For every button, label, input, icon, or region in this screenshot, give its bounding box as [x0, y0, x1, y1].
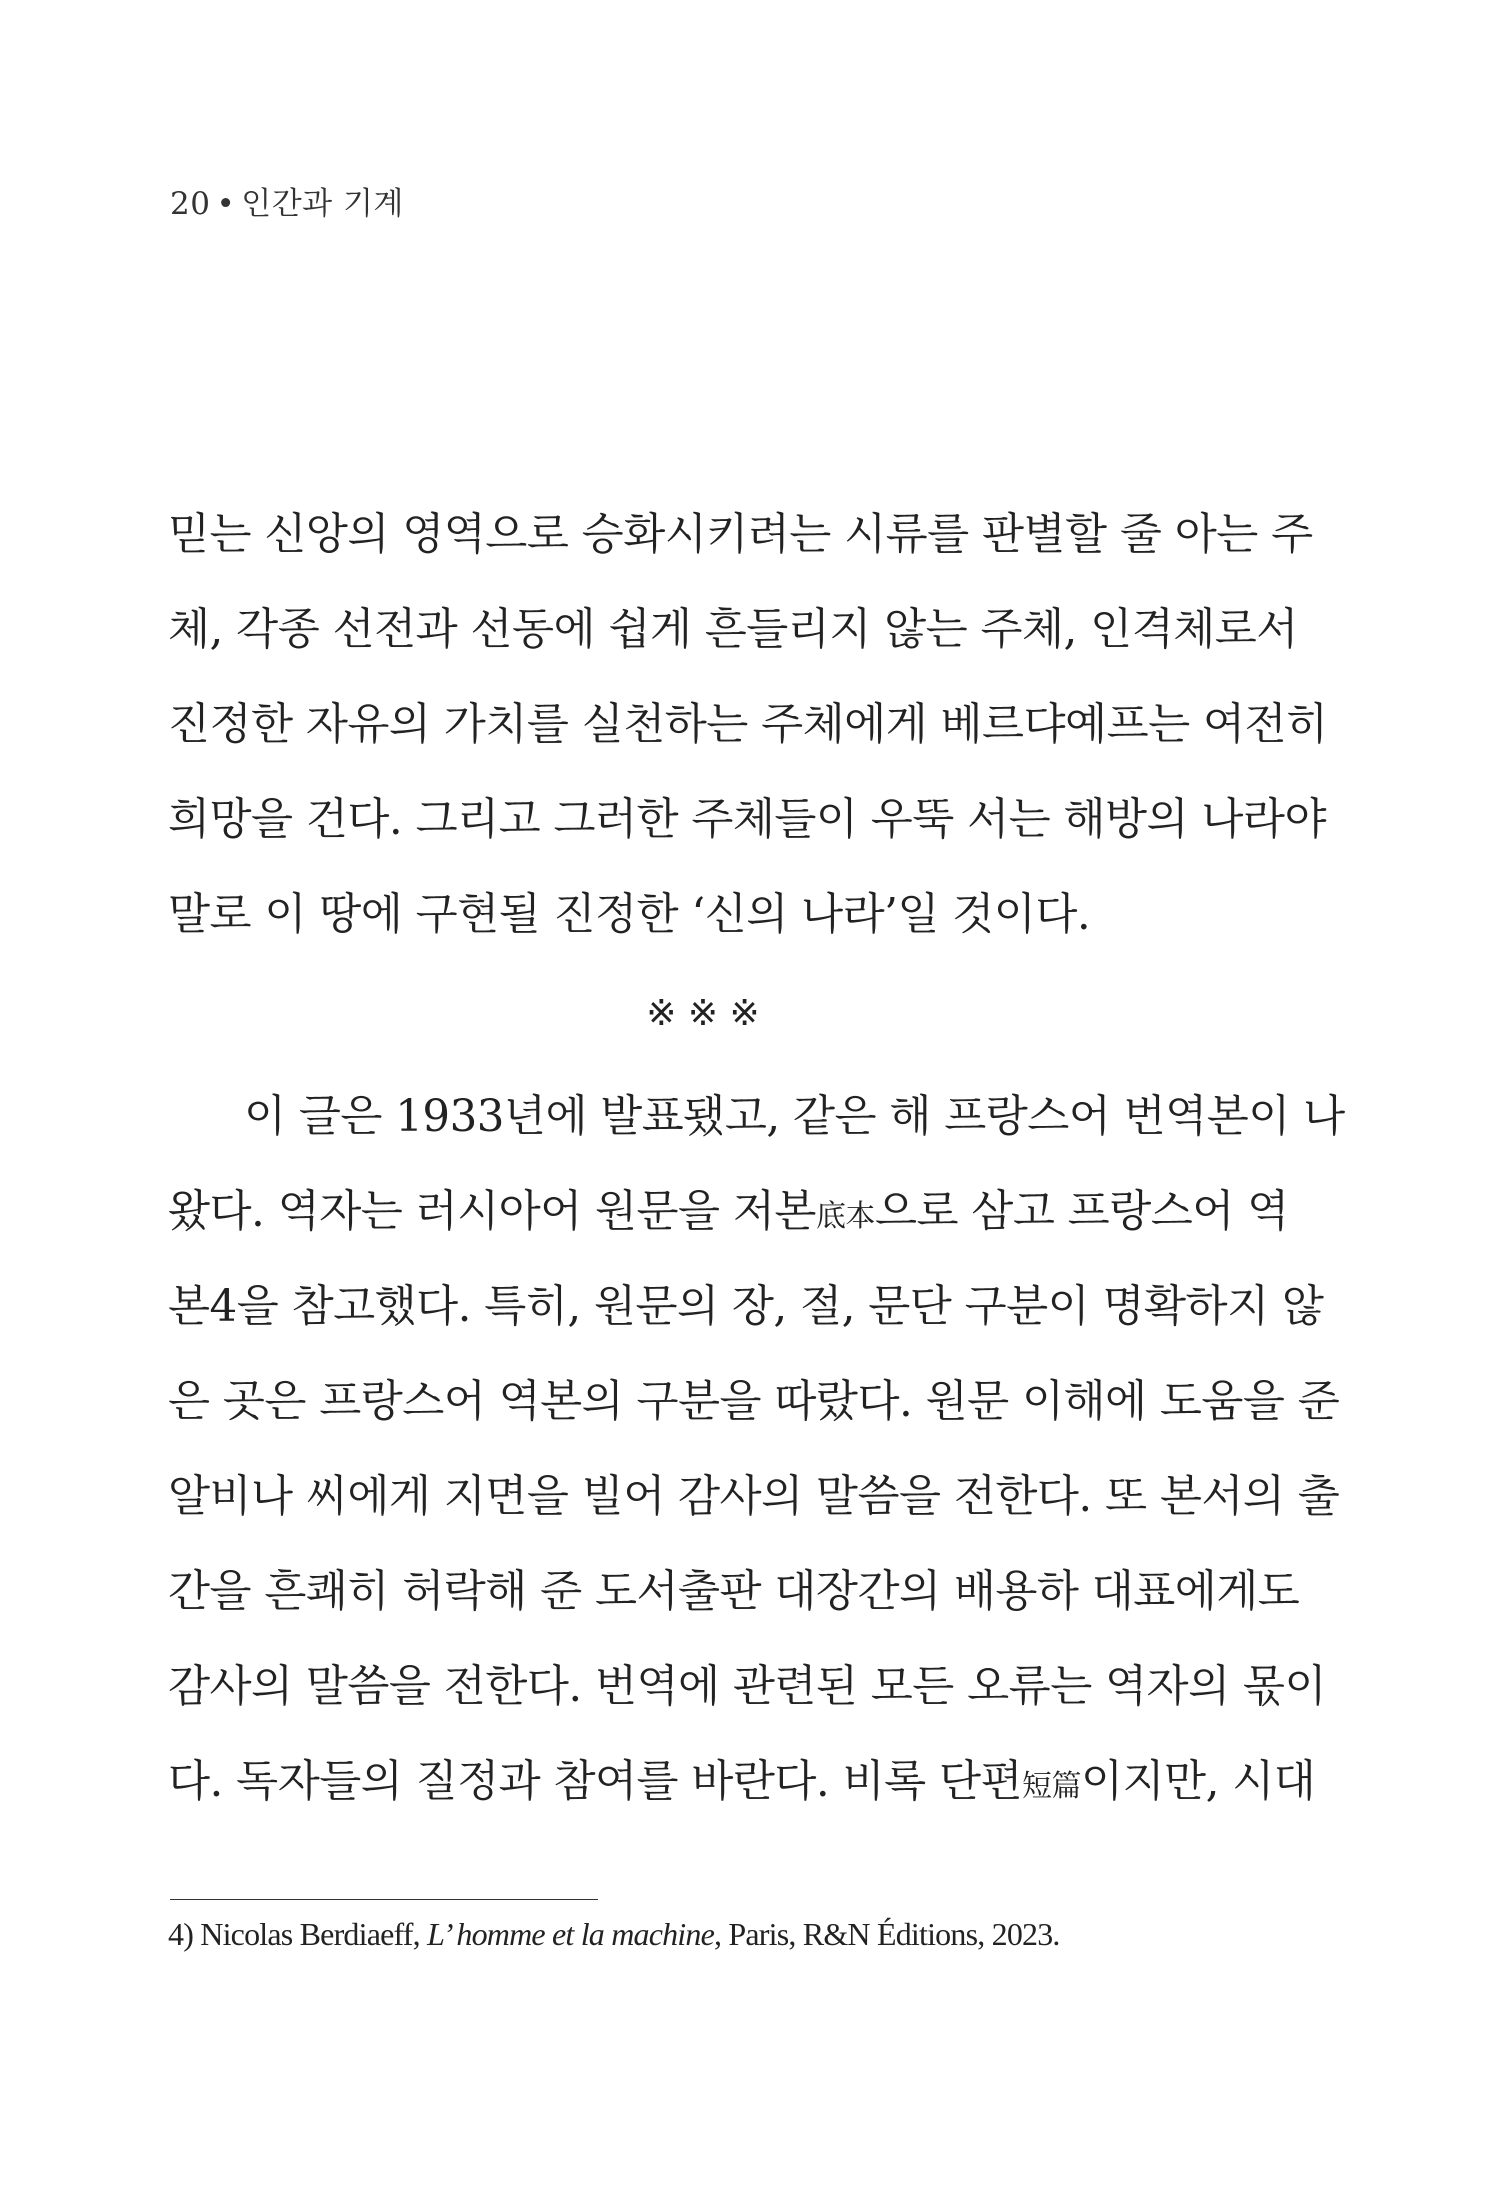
header-separator: •	[216, 186, 236, 222]
footnote-author: Nicolas Berdiaeff,	[200, 1916, 420, 1952]
paragraph2-line-8	[168, 1752, 1315, 1817]
hanja-danpyeon: 短篇	[1022, 1769, 1081, 1804]
section-separator: ※ ※ ※	[646, 993, 760, 1034]
hanja-jeobon: 底本	[815, 1199, 875, 1234]
paragraph2-line-2-b: 으로 삼고 프랑스어 역	[874, 1187, 1289, 1237]
footnote-divider	[170, 1899, 598, 1900]
paragraph1-line-2: 체, 각종 선전과 선동에 쉽게 흔들리지 않는 주체, 인격체로서	[168, 605, 1298, 655]
paragraph2-line-5: 알비나 씨에게 지면을 빌어 감사의 말씀을 전한다. 또 본서의 출	[168, 1472, 1340, 1522]
footnote-reference: 4	[209, 1282, 237, 1332]
paragraph2-line-6: 간을 흔쾌히 허락해 준 도서출판 대장간의 배용하 대표에게도	[168, 1567, 1300, 1617]
paragraph2-line-3	[168, 1277, 1323, 1337]
paragraph2-line-7: 감사의 말씀을 전한다. 번역에 관련된 모든 오류는 역자의 몫이	[168, 1662, 1326, 1712]
footnote-marker: 4)	[168, 1916, 194, 1952]
paragraph2-line-1: 이 글은 1933년에 발표됐고, 같은 해 프랑스어 번역본이 나	[244, 1092, 1345, 1142]
paragraph2-line-3-b: 을 참고했다. 특히, 원문의 장, 절, 문단 구분이 명확하지 않	[236, 1282, 1324, 1332]
paragraph2-line-2	[168, 1182, 1289, 1247]
page-number: 20	[170, 186, 211, 222]
paragraph1-line-3: 진정한 자유의 가치를 실천하는 주체에게 베르댜예프는 여전히	[168, 700, 1328, 750]
paragraph2-line-2-a: 왔다. 역자는 러시아어 원문을 저본	[168, 1187, 816, 1237]
paragraph1-line-4: 희망을 건다. 그리고 그러한 주체들이 우뚝 서는 해방의 나라야	[168, 795, 1326, 845]
paragraph1-line-1: 믿는 신앙의 영역으로 승화시키려는 시류를 판별할 줄 아는 주	[168, 510, 1313, 560]
paragraph1-line-5: 말로 이 땅에 구현될 진정한 ‘신의 나라’일 것이다.	[168, 890, 1091, 940]
footnote	[168, 1912, 1060, 1956]
paragraph2-line-4: 은 곳은 프랑스어 역본의 구분을 따랐다. 원문 이해에 도움을 준	[168, 1377, 1340, 1427]
footnote-publication: , Paris, R&N Éditions, 2023.	[714, 1916, 1060, 1952]
book-title: 인간과 기계	[241, 186, 404, 222]
paragraph2-line-8-b: 이지만, 시대	[1081, 1757, 1316, 1807]
footnote-title: L’ homme et la machine	[427, 1916, 714, 1952]
paragraph2-line-3-a: 본	[168, 1282, 210, 1332]
running-header	[170, 178, 404, 223]
paragraph2-line-8-a: 다. 독자들의 질정과 참여를 바란다. 비록 단편	[168, 1757, 1022, 1807]
